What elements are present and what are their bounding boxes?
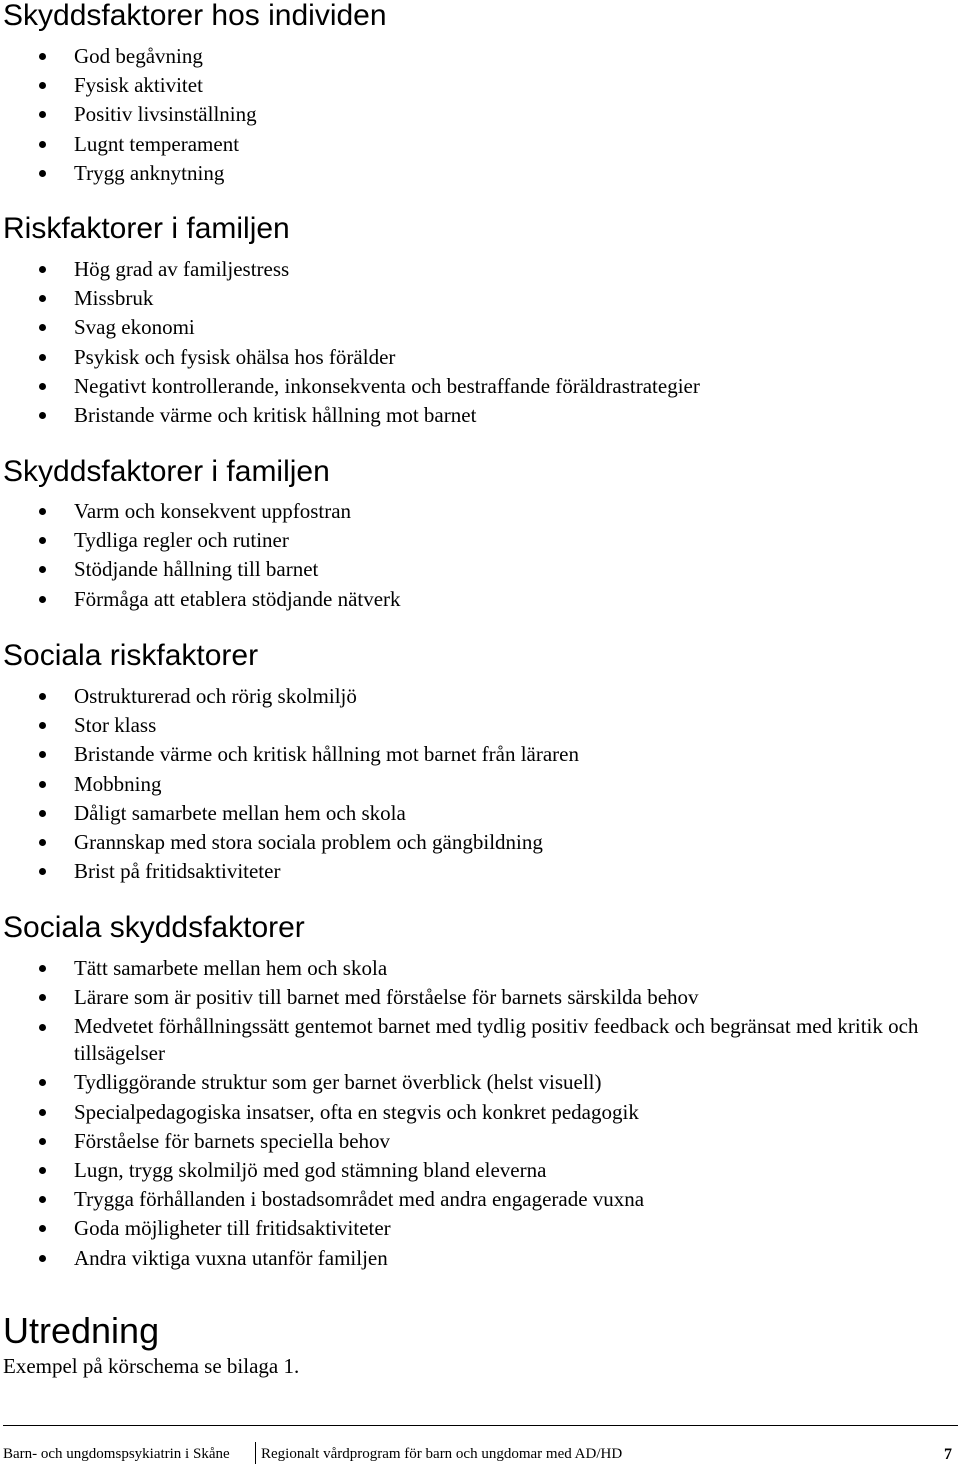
list-item-text: Bristande värme och kritisk hållning mot barnet från läraren bbox=[74, 742, 579, 767]
list-item-text: God begåvning bbox=[74, 44, 203, 68]
list-item bbox=[0, 71, 950, 100]
list-item bbox=[0, 1098, 950, 1127]
list-item bbox=[0, 100, 950, 129]
list-item-text: Goda möjligheter till fritidsaktiviteter bbox=[74, 1216, 391, 1241]
bullet-icon bbox=[39, 354, 46, 361]
bullet-icon bbox=[39, 965, 46, 972]
list-familj-risk bbox=[0, 255, 950, 430]
bullet-icon bbox=[39, 412, 46, 419]
bullet-icon bbox=[39, 1079, 46, 1086]
heading-familj-skydd: Skyddsfaktorer i familjen bbox=[3, 455, 330, 488]
bullet-icon bbox=[39, 868, 46, 875]
list-item bbox=[0, 1156, 950, 1185]
list-item-text: Lugn, trygg skolmiljö med god stämning bland eleverna bbox=[74, 1157, 547, 1182]
list-item-text: Ostrukturerad och rörig skolmiljö bbox=[74, 684, 357, 708]
list-individ-skydd bbox=[0, 42, 950, 188]
list-item bbox=[0, 1012, 950, 1068]
list-item bbox=[0, 1244, 950, 1273]
utredning-text: Exempel på körschema se bilaga 1. bbox=[3, 1354, 300, 1378]
list-item-text: Psykisk och fysisk ohälsa hos förälder bbox=[74, 344, 396, 369]
list-item-text: Brist på fritidsaktiviteter bbox=[74, 859, 281, 884]
heading-social-skydd: Sociala skyddsfaktorer bbox=[3, 911, 305, 944]
list-item-text: Trygg anknytning bbox=[74, 160, 225, 185]
list-item-text: Varm och konsekvent uppfostran bbox=[74, 499, 352, 523]
list-item bbox=[0, 740, 950, 769]
list-item bbox=[0, 497, 950, 526]
list-item-text: Bristande värme och kritisk hållning mot barnet bbox=[74, 402, 477, 427]
list-item-text: Positiv livsinställning bbox=[74, 102, 257, 127]
bullet-icon bbox=[39, 295, 46, 302]
bullet-icon bbox=[39, 722, 46, 729]
list-item bbox=[0, 555, 950, 584]
list-item bbox=[0, 42, 950, 71]
bullet-icon bbox=[39, 537, 46, 544]
bullet-icon bbox=[39, 324, 46, 331]
heading-social-risk: Sociala riskfaktorer bbox=[3, 639, 259, 672]
list-item bbox=[0, 372, 950, 401]
list-item-text: Hög grad av familjestress bbox=[74, 257, 290, 281]
list-item-text: Medvetet förhållningssätt gentemot barnet med tydlig positiv feedback och begränsat med kritik och tillsägelser bbox=[74, 1014, 919, 1066]
footer-divider bbox=[3, 1425, 958, 1426]
heading-individ-skydd: Skyddsfaktorer hos individen bbox=[3, 0, 387, 32]
list-item bbox=[0, 343, 950, 372]
list-item-text: Lugnt temperament bbox=[74, 131, 240, 156]
page-footer bbox=[3, 1444, 958, 1466]
list-item-text: Fysisk aktivitet bbox=[74, 73, 203, 98]
bullet-icon bbox=[39, 810, 46, 817]
list-social-skydd bbox=[0, 954, 950, 1273]
bullet-icon bbox=[39, 1196, 46, 1203]
heading-utredning: Utredning bbox=[3, 1310, 160, 1351]
bullet-icon bbox=[39, 383, 46, 390]
list-item bbox=[0, 770, 950, 799]
list-item bbox=[0, 130, 950, 159]
list-item-text: Stor klass bbox=[74, 713, 157, 738]
list-item bbox=[0, 1068, 950, 1097]
list-item bbox=[0, 682, 950, 711]
list-item bbox=[0, 711, 950, 740]
list-item-text: Tydliga regler och rutiner bbox=[74, 528, 289, 553]
bullet-icon bbox=[39, 693, 46, 700]
list-item bbox=[0, 159, 950, 188]
list-social-risk bbox=[0, 682, 950, 886]
bullet-icon bbox=[39, 53, 46, 60]
list-item bbox=[0, 1127, 950, 1156]
list-item-text: Svag ekonomi bbox=[74, 315, 195, 340]
list-item-text: Tätt samarbete mellan hem och skola bbox=[74, 956, 388, 980]
bullet-icon bbox=[39, 141, 46, 148]
bullet-icon bbox=[39, 1255, 46, 1262]
list-item-text: Förståelse för barnets speciella behov bbox=[74, 1128, 391, 1153]
bullet-icon bbox=[39, 1138, 46, 1145]
list-item bbox=[0, 954, 950, 983]
list-item bbox=[0, 857, 950, 886]
footer-organization: Barn- och ungdomspsykiatrin i Skåne bbox=[3, 1446, 230, 1462]
list-item-text: Mobbning bbox=[74, 771, 162, 796]
bullet-icon bbox=[39, 1167, 46, 1174]
list-item bbox=[0, 799, 950, 828]
list-item bbox=[0, 401, 950, 430]
list-item-text: Grannskap med stora sociala problem och gängbildning bbox=[74, 829, 543, 854]
list-item bbox=[0, 255, 950, 284]
list-item bbox=[0, 313, 950, 342]
bullet-icon bbox=[39, 111, 46, 118]
list-item bbox=[0, 526, 950, 555]
list-item-text: Lärare som är positiv till barnet med förståelse för barnets särskilda behov bbox=[74, 985, 699, 1010]
bullet-icon bbox=[39, 596, 46, 603]
list-item-text: Stödjande hållning till barnet bbox=[74, 557, 319, 582]
bullet-icon bbox=[39, 751, 46, 758]
list-item-text: Dåligt samarbete mellan hem och skola bbox=[74, 800, 406, 825]
bullet-icon bbox=[39, 566, 46, 573]
bullet-icon bbox=[39, 1225, 46, 1232]
list-item-text: Förmåga att etablera stödjande nätverk bbox=[74, 586, 401, 611]
list-item-text: Andra viktiga vuxna utanför familjen bbox=[74, 1245, 388, 1270]
list-item bbox=[0, 585, 950, 614]
list-item bbox=[0, 1185, 950, 1214]
list-item bbox=[0, 983, 950, 1012]
bullet-icon bbox=[39, 170, 46, 177]
page-number: 7 bbox=[944, 1446, 952, 1463]
bullet-icon bbox=[39, 82, 46, 89]
bullet-icon bbox=[39, 781, 46, 788]
list-item-text: Specialpedagogiska insatser, ofta en stegvis och konkret pedagogik bbox=[74, 1099, 639, 1124]
bullet-icon bbox=[39, 508, 46, 515]
list-item bbox=[0, 1214, 950, 1243]
footer-program: Regionalt vårdprogram för barn och ungdomar med AD/HD bbox=[261, 1446, 623, 1462]
footer-separator bbox=[255, 1442, 256, 1464]
list-item-text: Negativt kontrollerande, inkonsekventa och bestraffande föräldrastrategier bbox=[74, 373, 700, 398]
bullet-icon bbox=[39, 839, 46, 846]
bullet-icon bbox=[39, 1024, 46, 1031]
list-item-text: Missbruk bbox=[74, 286, 154, 311]
bullet-icon bbox=[39, 994, 46, 1001]
list-item-text: Tydliggörande struktur som ger barnet överblick (helst visuell) bbox=[74, 1070, 602, 1095]
list-item-text: Trygga förhållanden i bostadsområdet med andra engagerade vuxna bbox=[74, 1187, 645, 1212]
list-item bbox=[0, 828, 950, 857]
heading-familj-risk: Riskfaktorer i familjen bbox=[3, 212, 290, 245]
list-familj-skydd bbox=[0, 497, 950, 614]
list-item bbox=[0, 284, 950, 313]
bullet-icon bbox=[39, 1109, 46, 1116]
bullet-icon bbox=[39, 266, 46, 273]
